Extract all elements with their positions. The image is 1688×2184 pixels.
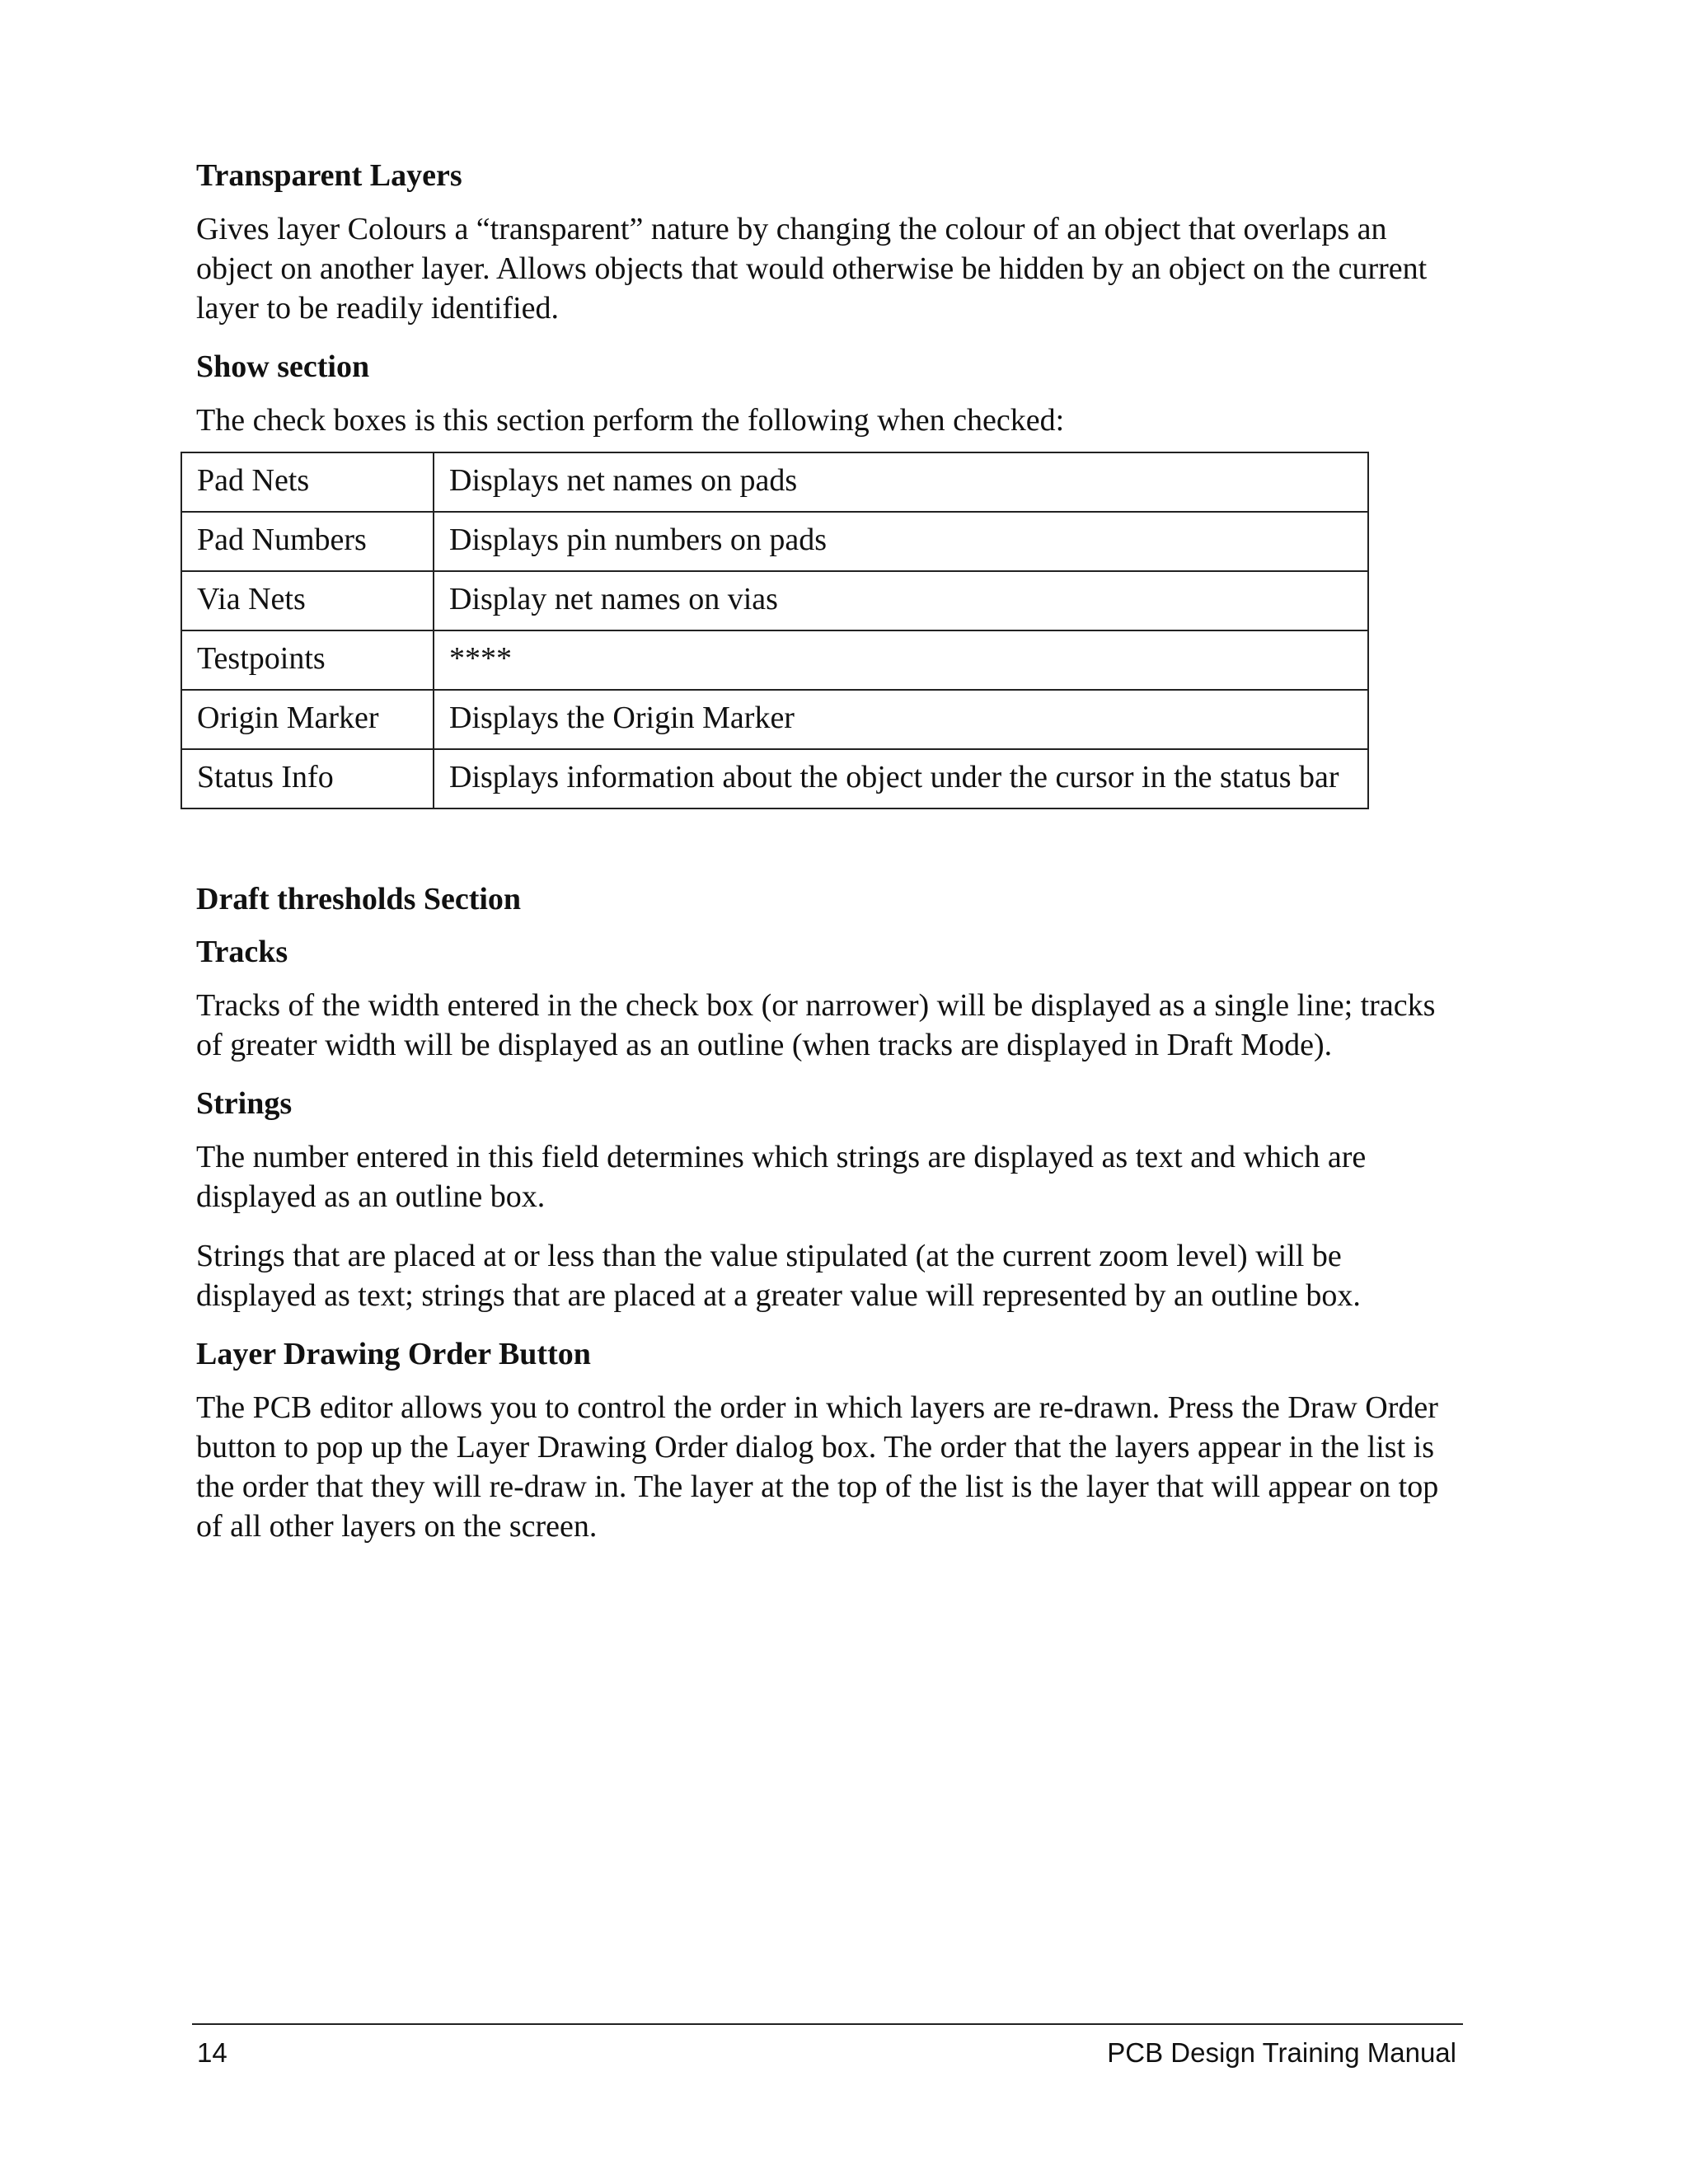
paragraph-layer-drawing-order: The PCB editor allows you to control the order in which layers are re-drawn. Press the Draw Order button to pop up the Layer Drawing Order dialog box. The order that the layers appear in the list is the order that they will re-draw in. The layer at the top of the list is the layer that will appear on top of all other layers on the screen. bbox=[196, 1390, 1439, 1544]
heading-tracks: Tracks bbox=[196, 935, 288, 969]
table-row bbox=[181, 571, 1368, 630]
option-name: Via Nets bbox=[181, 571, 434, 630]
paragraph-show-intro: The check boxes is this section perform the following when checked: bbox=[196, 403, 1065, 438]
paragraph-tracks: Tracks of the width entered in the check box (or narrower) will be displayed as a single line; tracks of greater width will be displayed as an outline (when tracks are displayed in Draft Mode). bbox=[196, 988, 1436, 1062]
option-description: Displays pin numbers on pads bbox=[434, 512, 1368, 571]
heading-strings: Strings bbox=[196, 1086, 293, 1121]
page-footer bbox=[192, 2023, 1463, 2068]
paragraph-strings-2: Strings that are placed at or less than the value stipulated (at the current zoom level) will be displayed as text; strings that are placed at a greater value will represented by an outline box. bbox=[196, 1239, 1361, 1313]
option-name: Pad Numbers bbox=[181, 512, 434, 571]
table-row bbox=[181, 630, 1368, 690]
option-name: Testpoints bbox=[181, 630, 434, 690]
option-name: Pad Nets bbox=[181, 452, 434, 512]
page-number: 14 bbox=[197, 2037, 227, 2068]
heading-draft-thresholds: Draft thresholds Section bbox=[196, 882, 522, 916]
option-description: Displays the Origin Marker bbox=[434, 690, 1368, 749]
option-description: **** bbox=[434, 630, 1368, 690]
paragraph-strings-1: The number entered in this field determines which strings are displayed as text and which are displayed as an outline box. bbox=[196, 1140, 1367, 1214]
table-row bbox=[181, 749, 1368, 808]
option-description: Displays net names on pads bbox=[434, 452, 1368, 512]
show-options-table bbox=[181, 452, 1369, 809]
heading-transparent-layers: Transparent Layers bbox=[196, 158, 462, 193]
table-row bbox=[181, 452, 1368, 512]
heading-layer-drawing-order: Layer Drawing Order Button bbox=[196, 1337, 591, 1371]
option-description: Display net names on vias bbox=[434, 571, 1368, 630]
option-description: Displays information about the object under the cursor in the status bar bbox=[434, 749, 1368, 808]
option-name: Status Info bbox=[181, 749, 434, 808]
table-row bbox=[181, 690, 1368, 749]
paragraph-transparent-layers: Gives layer Colours a “transparent” nature by changing the colour of an object that overlaps an object on another layer. Allows objects that would otherwise be hidden by an object on the current layer to be readily identified. bbox=[196, 212, 1428, 326]
heading-show-section: Show section bbox=[196, 349, 370, 384]
manual-title: PCB Design Training Manual bbox=[1107, 2037, 1456, 2068]
option-name: Origin Marker bbox=[181, 690, 434, 749]
table-row bbox=[181, 512, 1368, 571]
page-content bbox=[196, 157, 1465, 1566]
